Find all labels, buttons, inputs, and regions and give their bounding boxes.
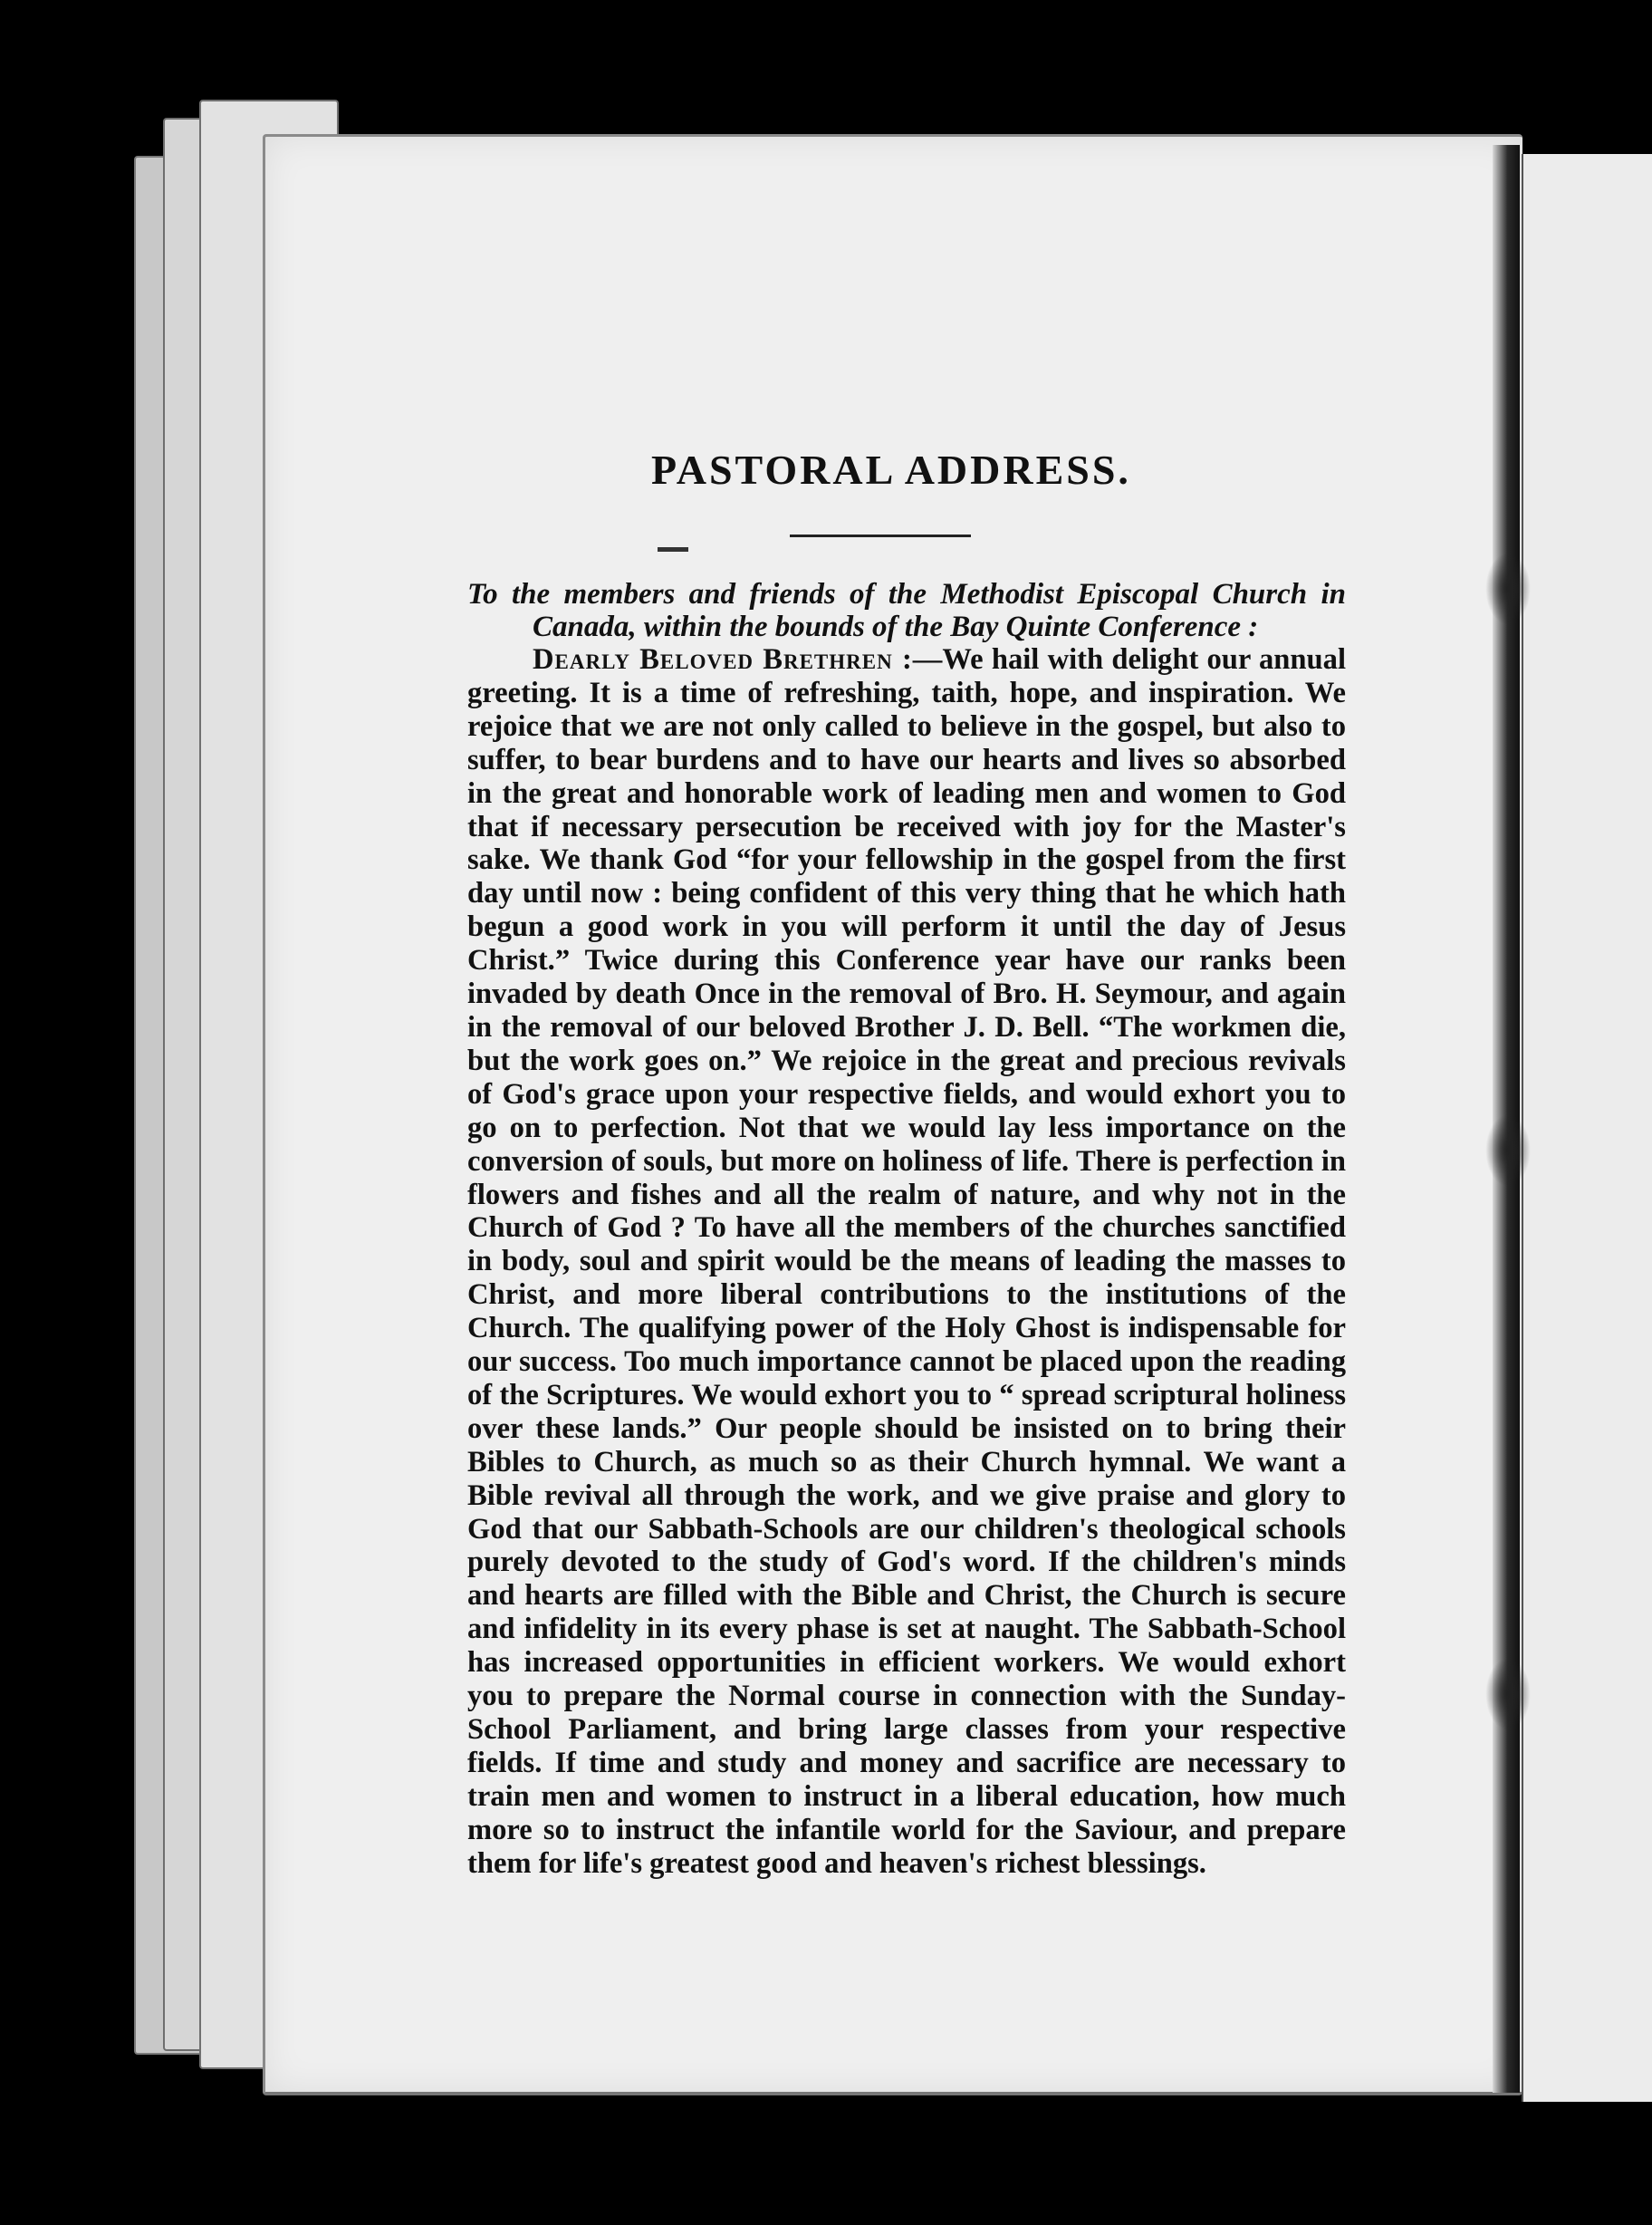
facing-page-edge <box>1522 154 1652 2102</box>
binding-thread-mark <box>1485 1114 1531 1187</box>
address-text-block <box>467 578 1346 1881</box>
ink-dash-mark <box>658 547 688 552</box>
body-text: —We hail with delight our annual greeting. It is a time of refreshing, taith, hope, and inspiration. We rejoice that we are not only called to believe in the gospel, but also to suffer, to bear burdens and to have our hearts and lives so absorbed in the great and honorable work of leading men and women to God that if necessary persecution be received with joy for the Master's sake. We thank God “for your fellowship in the gospel from the first day until now : being confident of this very thing that he which hath begun a good work in you will perform it until the day of Jesus Christ.” Twice during this Conference year have our ranks been invaded by death Once in the removal of Bro. H. Seymour, and again in the removal of our beloved Brother J. D. Bell. “The workmen die, but the work goes on.” We rejoice in the great and precious revivals of God's grace upon your respective fields, and would exhort you to go on to perfection. Not that we would lay less importance on the conversion of souls, but more on holiness of life. There is perfection in flowers and fishes and all the realm of nature, and why not in the Church of God ? To have all the members of the churches sanctified in body, soul and spirit would be the means of leading the masses to Christ, and more liberal contributions to the institutions of the Church. The qualifying power of the Holy Ghost is indispensable for our success. Too much importance cannot be placed upon the reading of the Scriptures. We would exhort you to “ spread scriptural holiness over these lands.” Our people should be insisted on to bring their Bibles to Church, as much so as their Church hymnal. We want a Bible revival all through the work, and we give praise and glory to God that our Sabbath-Schools are our children's theological schools purely devoted to the study of God's word. If the children's minds and hearts are filled with the Bible and Christ, the Church is secure and infidelity in its every phase is set at naught. The Sabbath-School has increased opportunities in efficient workers. We would exhort you to prepare the Normal course in connection with the Sunday-School Parliament, and bring large classes from your respective fields. If time and study and money and sacrifice are necessary to train men and women to instruct in a liberal education, how much more so to instruct the infantile world for the Saviour, and prepare them for life's greatest good and heaven's richest blessings. <box>467 643 1347 1880</box>
opening-words: Dearly Beloved Brethren : <box>533 643 913 676</box>
binding-thread-mark <box>1485 553 1531 625</box>
page-title: PASTORAL ADDRESS. <box>651 447 1131 493</box>
binding-thread-mark <box>1485 1658 1531 1730</box>
salutation: To the members and friends of the Methodist Episcopal Church in Canada, within the bounds of the Bay Quinte Conference : <box>467 578 1346 643</box>
body-paragraph <box>467 643 1346 1881</box>
title-rule <box>790 535 971 537</box>
